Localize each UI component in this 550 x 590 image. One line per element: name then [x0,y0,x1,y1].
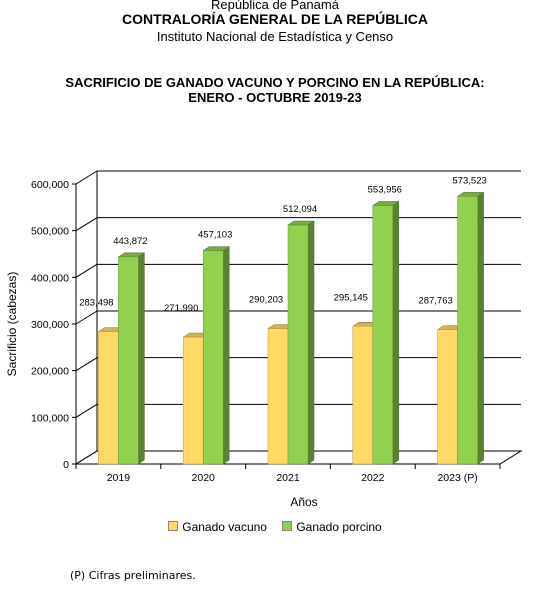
y-tick-label: 100,000 [31,412,69,425]
gridline-wall [76,404,97,417]
legend-item-porcino [282,520,381,534]
footnote: (P) Cifras preliminares. [70,569,196,582]
y-tick-label: 300,000 [31,319,69,331]
bar [458,196,478,464]
x-tick-label: 2023 (P) [437,472,478,484]
data-label: 457,103 [198,229,233,241]
legend-item-vacuno [168,520,267,534]
bar [373,205,393,464]
x-tick-label: 2019 [106,472,131,484]
legend-swatch-porcino [282,521,292,531]
gridline-wall [76,264,97,277]
header-department: Instituto Nacional de Estadística y Censo [156,29,394,44]
x-tick-label: 2022 [361,472,385,484]
legend-label-vacuno: Ganado vacuno [182,520,267,534]
gridline-wall [76,358,97,371]
data-label: 290,203 [248,294,284,306]
gridline-wall [76,171,97,184]
legend-label-porcino: Ganado porcino [296,520,382,534]
x-tick-label: 2021 [276,472,300,484]
bar [118,257,138,464]
data-label: 287,763 [418,295,453,307]
data-label: 271,990 [164,303,199,315]
y-tick-label: 400,000 [31,272,69,285]
data-label: 573,523 [452,175,487,187]
bar [438,330,458,464]
legend [0,520,550,534]
chart-title-line2: ENERO - OCTUBRE 2019-23 [188,90,362,105]
gridline-wall [76,218,97,231]
gridline-wall [76,311,97,324]
x-axis-title: Años [290,495,318,509]
bar-side [478,192,484,464]
bar [288,225,308,464]
legend-swatch-vacuno [168,521,178,531]
data-label: 295,145 [333,292,368,304]
bar [183,337,203,464]
data-label: 283,498 [79,297,114,309]
data-label: 443,872 [113,235,148,247]
x-tick-label: 2020 [191,472,215,484]
header-institution: CONTRALORÍA GENERAL DE LA REPÚBLICA [122,11,428,27]
y-axis-title: Sacrificio (cabezas) [5,271,19,377]
y-tick-label: 500,000 [31,225,69,238]
bar-side [308,221,314,464]
bar [203,251,223,464]
y-tick-label: 200,000 [31,365,69,378]
data-label: 512,094 [282,204,318,216]
header-country: República de Panamá [211,0,339,12]
chart-title-line1: SACRIFICIO DE GANADO VACUNO Y PORCINO EN LA REPÚBLICA: [65,75,485,90]
bar-side [223,247,229,464]
bar-side [138,253,144,464]
data-label: 553,956 [367,184,402,196]
y-tick-label: 0 [63,459,69,471]
bar-side [393,201,399,464]
bar [268,329,288,464]
y-tick-label: 600,000 [31,179,69,191]
bar [98,332,118,464]
bar [353,326,373,464]
